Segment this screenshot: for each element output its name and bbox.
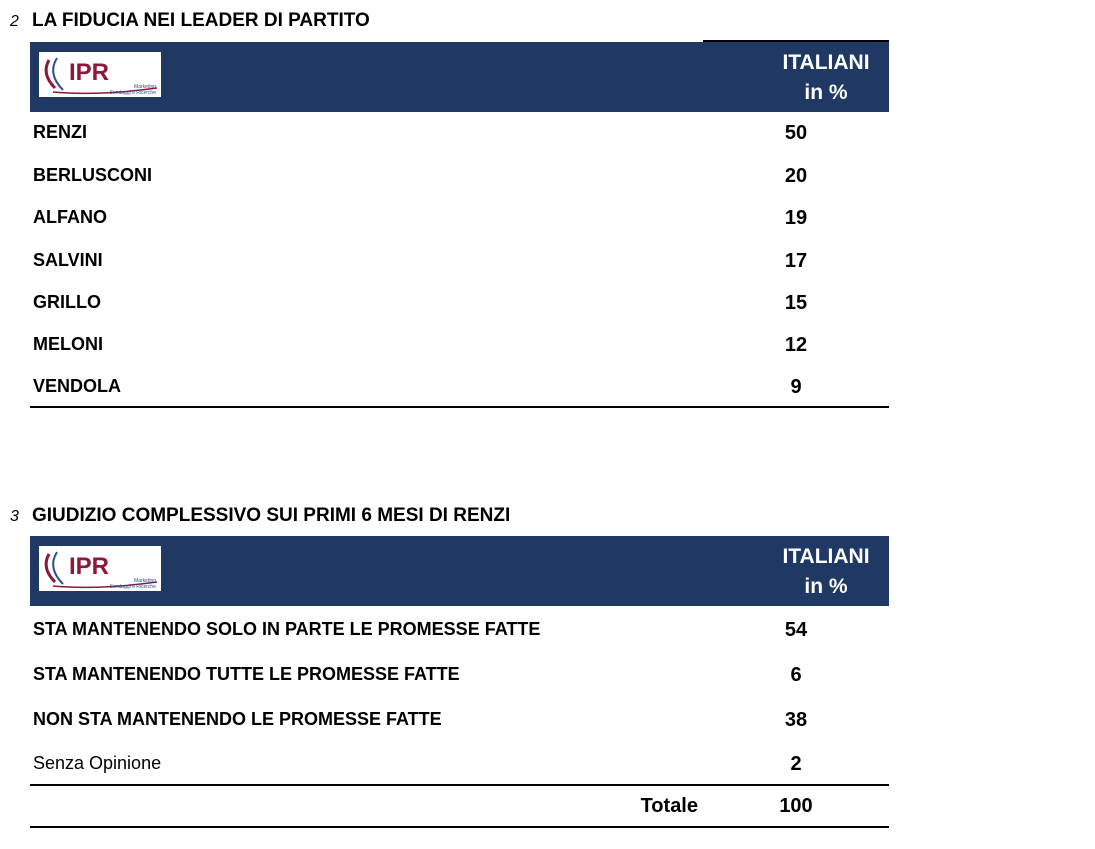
svg-text:Sondaggi e Ricerche: Sondaggi e Ricerche — [109, 90, 156, 96]
ipr-logo-icon — [39, 52, 161, 97]
svg-text:IPR: IPR — [69, 59, 110, 86]
ipr-logo-icon — [39, 546, 161, 591]
row-value: 12 — [784, 334, 808, 356]
row-value: 9 — [790, 376, 802, 398]
section-number: 3 — [10, 508, 19, 525]
svg-text:Sondaggi e Ricerche: Sondaggi e Ricerche — [109, 584, 156, 590]
row-label: VENDOLA — [33, 376, 122, 396]
column-header-italiani: ITALIANI in % — [782, 51, 870, 104]
section-title — [10, 10, 370, 32]
svg-text:Marketing: Marketing — [134, 578, 156, 584]
table-row — [33, 117, 889, 147]
row-label: RENZI — [33, 122, 87, 142]
row-value: 19 — [784, 207, 808, 229]
row-value: 50 — [784, 122, 808, 144]
total-value: 100 — [779, 795, 813, 817]
row-label: NON STA MANTENENDO LE PROMESSE FATTE — [33, 709, 442, 729]
section-title-text: GIUDIZIO COMPLESSIVO SUI PRIMI 6 MESI DI RENZI — [32, 505, 511, 526]
ipr-logo — [39, 546, 161, 591]
table-row — [33, 329, 889, 359]
section-title — [10, 505, 510, 527]
column-header-italiani: ITALIANI in % — [782, 545, 870, 598]
row-label: SALVINI — [33, 250, 103, 270]
svg-text:Marketing: Marketing — [134, 84, 156, 90]
row-label: GRILLO — [33, 292, 101, 312]
row-value: 2 — [790, 753, 802, 775]
table-header — [30, 42, 889, 112]
row-value: 20 — [784, 165, 808, 187]
row-value: 38 — [784, 709, 808, 731]
table-bottom-rule — [30, 406, 889, 408]
section-number: 2 — [10, 13, 19, 30]
table-bottom-rule — [30, 826, 889, 828]
table-row — [33, 659, 889, 689]
table-row — [33, 704, 889, 734]
table-row — [33, 245, 889, 275]
row-label: BERLUSCONI — [33, 165, 153, 185]
table-row — [33, 614, 889, 644]
row-label: STA MANTENENDO SOLO IN PARTE LE PROMESSE FATTE — [33, 619, 541, 639]
table-row — [33, 287, 889, 317]
ipr-logo — [39, 52, 161, 97]
section-title-text: LA FIDUCIA NEI LEADER DI PARTITO — [32, 10, 370, 31]
table-header — [30, 536, 889, 606]
total-label: Totale — [640, 795, 698, 817]
row-label: MELONI — [33, 334, 103, 354]
table-row — [33, 202, 889, 232]
total-top-rule — [30, 784, 889, 786]
table-row — [33, 160, 889, 190]
row-value: 17 — [784, 250, 808, 272]
row-value: 6 — [790, 664, 802, 686]
table-row — [33, 748, 889, 778]
svg-text:IPR: IPR — [69, 553, 110, 580]
row-value: 54 — [784, 619, 808, 641]
row-value: 15 — [784, 292, 808, 314]
row-label: ALFANO — [33, 207, 107, 227]
row-label: STA MANTENENDO TUTTE LE PROMESSE FATTE — [33, 664, 460, 684]
table-row — [33, 371, 889, 401]
row-label: Senza Opinione — [33, 753, 162, 773]
